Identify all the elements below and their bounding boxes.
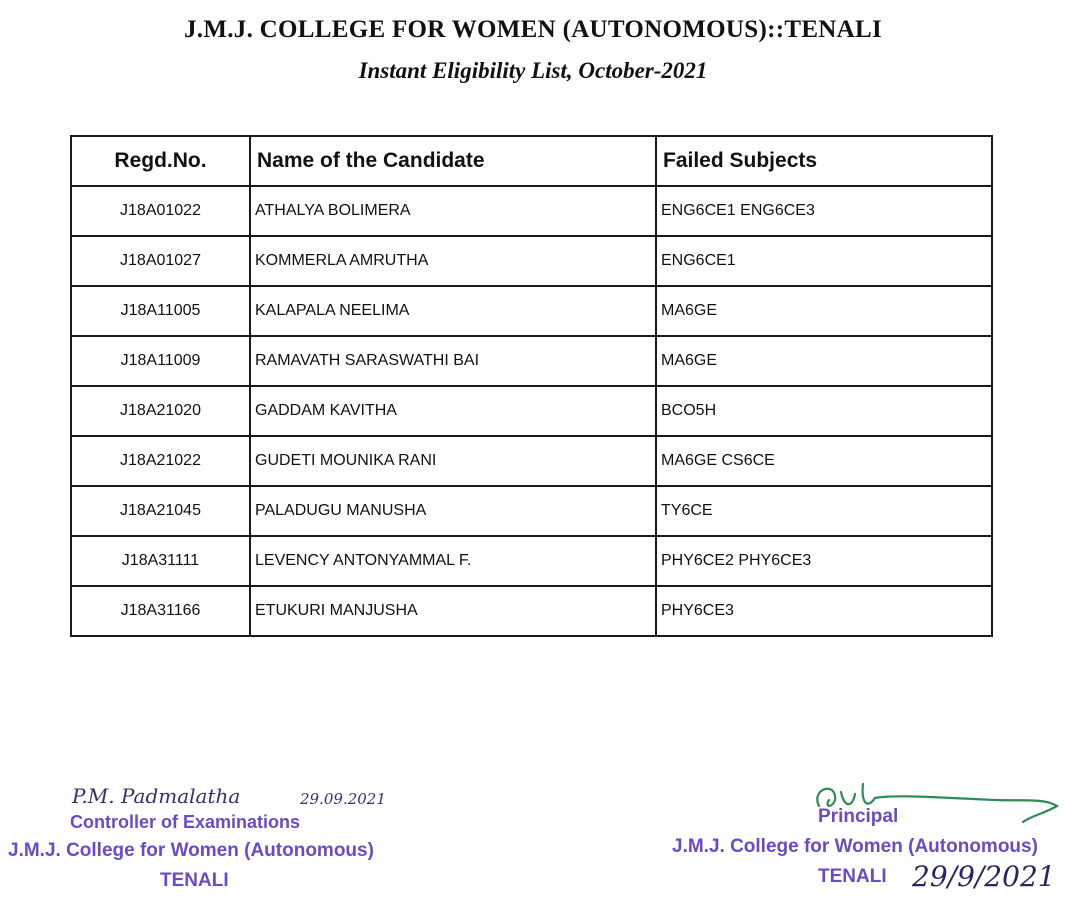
controller-signature-date: 29.09.2021 xyxy=(300,790,386,808)
cell-regd: J18A31111 xyxy=(71,536,250,586)
list-subtitle: Instant Eligibility List, October-2021 xyxy=(358,58,708,83)
table-row xyxy=(71,336,992,386)
cell-subjects: MA6GE xyxy=(656,286,992,336)
cell-subjects: TY6CE xyxy=(656,486,992,536)
college-title: J.M.J. COLLEGE FOR WOMEN (AUTONOMOUS)::TENALI xyxy=(183,16,883,43)
eligibility-table xyxy=(70,135,993,637)
column-header-name: Name of the Candidate xyxy=(250,136,656,186)
table-row xyxy=(71,186,992,236)
cell-name: ATHALYA BOLIMERA xyxy=(250,186,656,236)
cell-subjects: ENG6CE1 ENG6CE3 xyxy=(656,186,992,236)
column-header-subjects: Failed Subjects xyxy=(656,136,992,186)
cell-regd: J18A31166 xyxy=(71,586,250,636)
cell-name: GUDETI MOUNIKA RANI xyxy=(250,436,656,486)
principal-stamp-title: Principal xyxy=(818,806,899,827)
cell-name: GADDAM KAVITHA xyxy=(250,386,656,436)
controller-stamp-place: TENALI xyxy=(160,870,229,891)
cell-subjects: MA6GE CS6CE xyxy=(656,436,992,486)
cell-name: ETUKURI MANJUSHA xyxy=(250,586,656,636)
table-row xyxy=(71,236,992,286)
table-row xyxy=(71,436,992,486)
cell-name: KALAPALA NEELIMA xyxy=(250,286,656,336)
cell-subjects: MA6GE xyxy=(656,336,992,386)
cell-name: RAMAVATH SARASWATHI BAI xyxy=(250,336,656,386)
table-row xyxy=(71,586,992,636)
controller-stamp-college: J.M.J. College for Women (Autonomous) xyxy=(8,840,374,861)
table-row xyxy=(71,536,992,586)
cell-name: KOMMERLA AMRUTHA xyxy=(250,236,656,286)
cell-regd: J18A11009 xyxy=(71,336,250,386)
principal-signature-date: 29/9/2021 xyxy=(912,860,1056,893)
cell-regd: J18A01027 xyxy=(71,236,250,286)
table-row xyxy=(71,386,992,436)
controller-signature: P.M. Padmalatha xyxy=(72,784,241,808)
cell-subjects: BCO5H xyxy=(656,386,992,436)
principal-stamp-college: J.M.J. College for Women (Autonomous) xyxy=(672,836,1038,857)
table-row xyxy=(71,486,992,536)
column-header-regd: Regd.No. xyxy=(71,136,250,186)
cell-regd: J18A01022 xyxy=(71,186,250,236)
cell-name: LEVENCY ANTONYAMMAL F. xyxy=(250,536,656,586)
cell-name: PALADUGU MANUSHA xyxy=(250,486,656,536)
controller-stamp-title: Controller of Examinations xyxy=(70,812,301,832)
table-row xyxy=(71,286,992,336)
cell-subjects: PHY6CE3 xyxy=(656,586,992,636)
principal-stamp-place: TENALI xyxy=(818,866,887,887)
cell-subjects: PHY6CE2 PHY6CE3 xyxy=(656,536,992,586)
table-header-row xyxy=(71,136,992,186)
cell-regd: J18A21045 xyxy=(71,486,250,536)
cell-regd: J18A21022 xyxy=(71,436,250,486)
cell-regd: J18A11005 xyxy=(71,286,250,336)
cell-regd: J18A21020 xyxy=(71,386,250,436)
cell-subjects: ENG6CE1 xyxy=(656,236,992,286)
